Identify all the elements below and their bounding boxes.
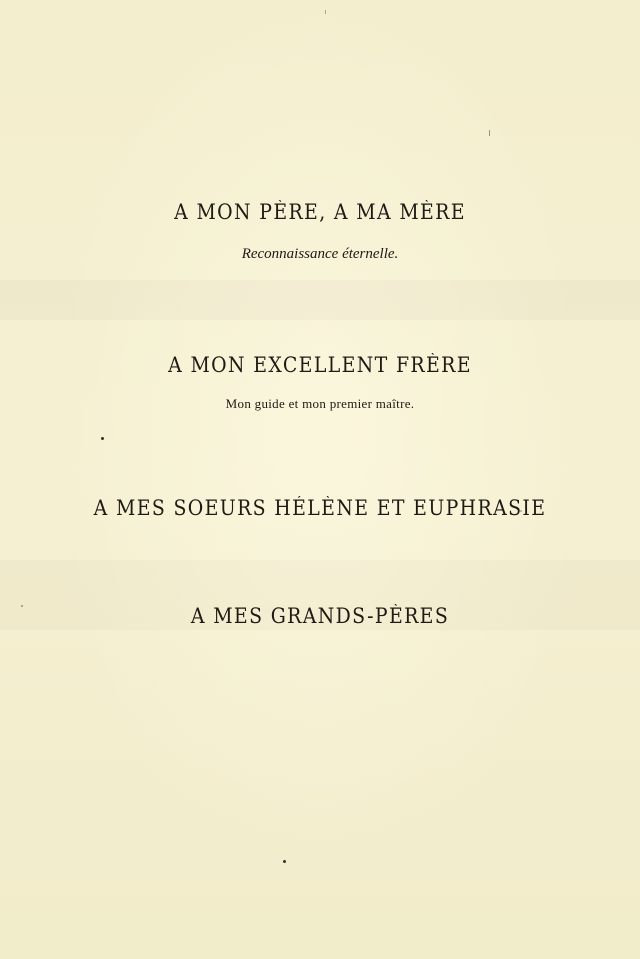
ink-speck bbox=[101, 437, 104, 440]
dedication-heading-grandfathers: A MES GRANDS-PÈRES bbox=[190, 604, 450, 628]
ink-speck bbox=[520, 510, 522, 512]
bleed-through-band bbox=[0, 280, 640, 320]
ink-speck bbox=[489, 130, 490, 136]
ink-speck bbox=[21, 605, 23, 607]
ink-speck bbox=[283, 860, 286, 863]
dedication-heading-parents: A MON PÈRE, A MA MÈRE bbox=[174, 200, 466, 224]
dedication-subtitle-brother: Mon guide et mon premier maître. bbox=[225, 396, 415, 411]
dedication-subtitle-parents: Reconnaissance éternelle. bbox=[241, 246, 399, 262]
dedication-heading-brother: A MON EXCELLENT FRÈRE bbox=[168, 353, 472, 377]
dedication-heading-sisters: A MES SOEURS HÉLÈNE ET EUPHRASIE bbox=[93, 496, 547, 520]
ink-speck bbox=[325, 10, 326, 14]
